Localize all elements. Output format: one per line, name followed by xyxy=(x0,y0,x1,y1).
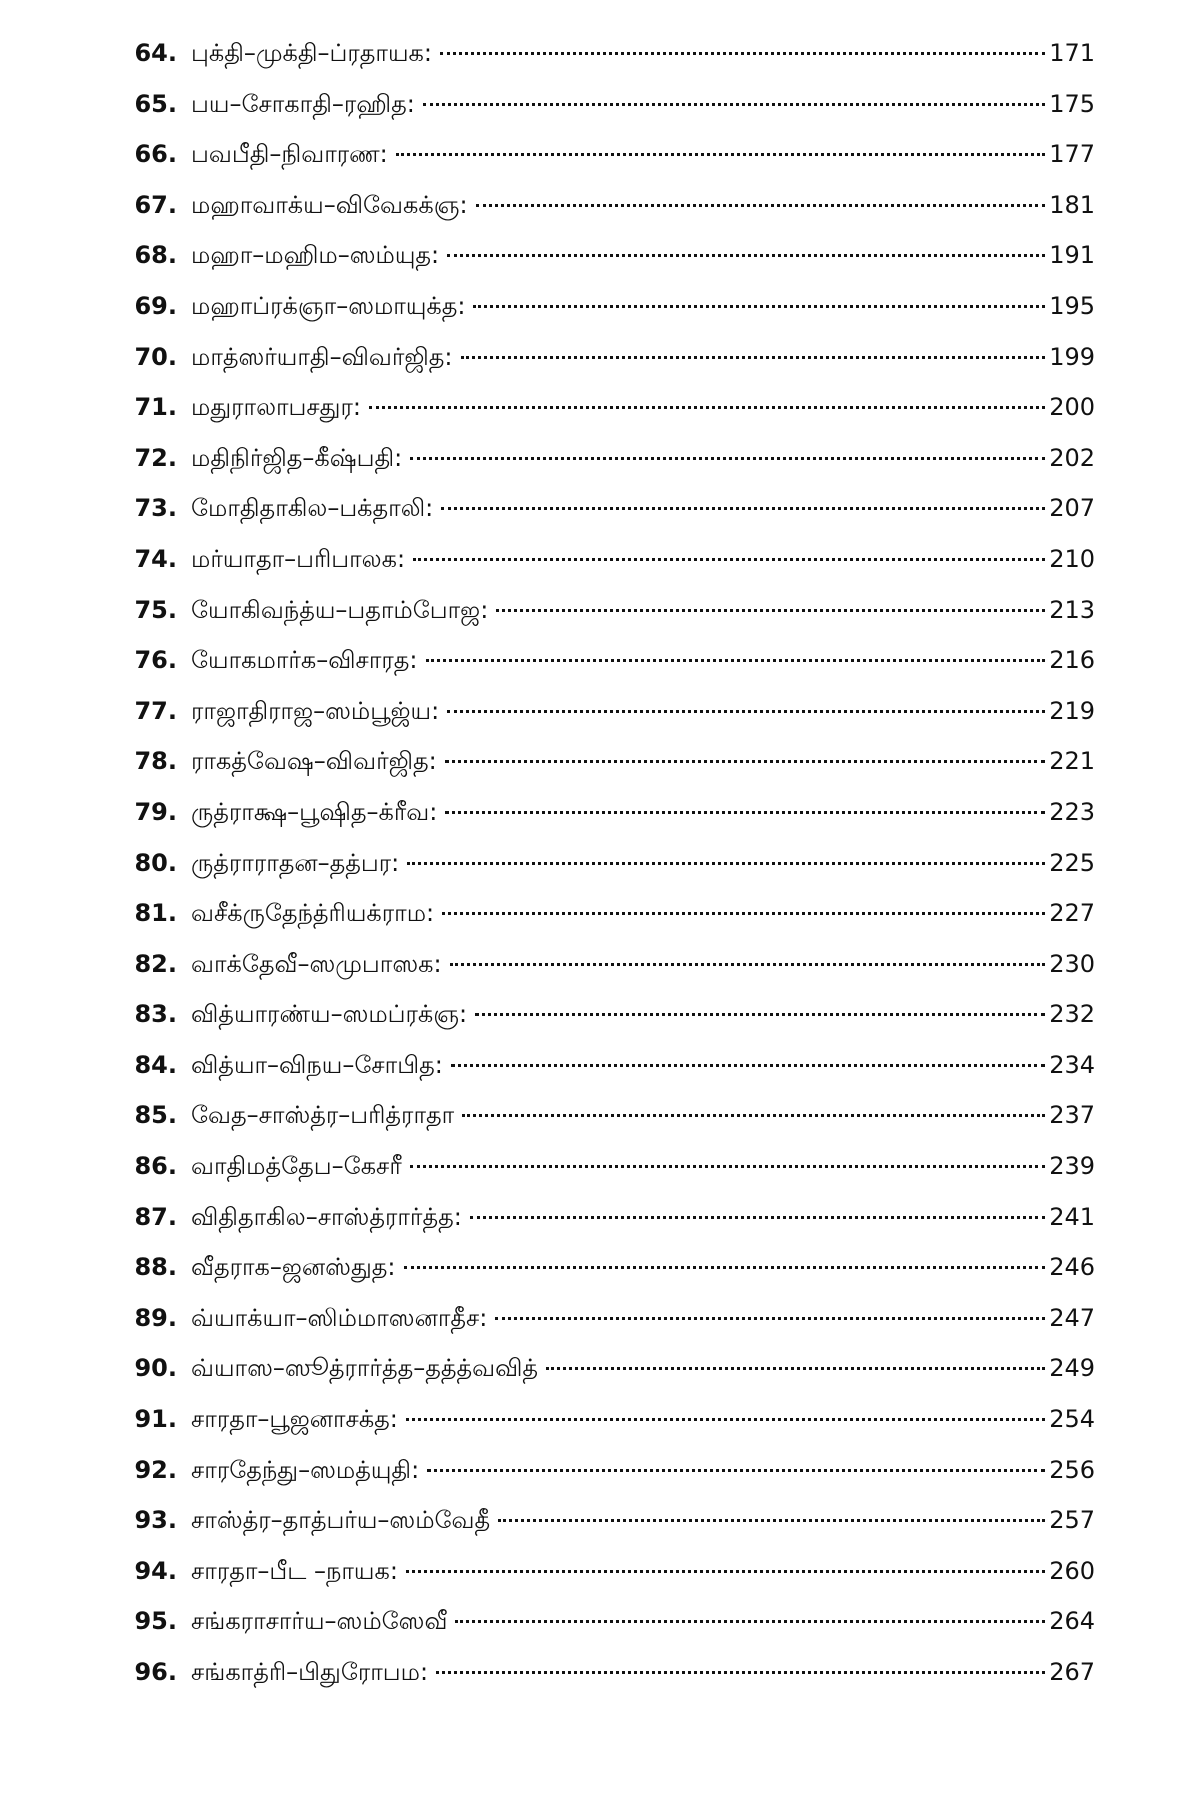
entry-number: 88. xyxy=(134,1253,177,1282)
entry-page-number: 239 xyxy=(1049,1152,1095,1181)
table-of-contents xyxy=(115,28,1095,1698)
toc-entry xyxy=(115,534,1095,585)
entry-page-number: 210 xyxy=(1049,544,1095,573)
toc-entry xyxy=(115,28,1095,79)
entry-number: 72. xyxy=(134,443,177,472)
entry-page-number: 223 xyxy=(1049,797,1095,826)
entry-title: மாத்ஸர்யாதி–விவர்ஜித: xyxy=(191,342,453,371)
toc-entry xyxy=(115,1141,1095,1192)
dot-leader xyxy=(396,153,1045,156)
dot-leader xyxy=(450,963,1045,966)
toc-entry xyxy=(115,281,1095,332)
entry-page-number: 175 xyxy=(1049,89,1095,118)
toc-entry xyxy=(115,1445,1095,1496)
entry-page-number: 237 xyxy=(1049,1101,1095,1130)
entry-number: 64. xyxy=(134,39,177,67)
entry-page-number: 181 xyxy=(1049,190,1095,219)
entry-number: 86. xyxy=(134,1152,177,1181)
entry-title: மஹாப்ரக்ஞா–ஸமாயுக்த: xyxy=(191,291,466,320)
dot-leader xyxy=(461,356,1045,359)
entry-page-number: 230 xyxy=(1049,949,1095,978)
entry-title: சங்காத்ரி–பிதுரோபம: xyxy=(191,1658,429,1686)
entry-page-number: 232 xyxy=(1049,1000,1095,1029)
entry-title: மஹாவாக்ய–விவேகக்ஞ: xyxy=(191,190,468,219)
entry-title: வாதிமத்தேப–கேசரீ xyxy=(191,1152,402,1181)
entry-page-number: 177 xyxy=(1049,140,1095,169)
toc-entry xyxy=(115,1647,1095,1698)
dot-leader xyxy=(445,760,1045,763)
entry-page-number: 249 xyxy=(1049,1354,1095,1383)
toc-entry xyxy=(115,838,1095,889)
entry-title: வாக்தேவீ–ஸமுபாஸக: xyxy=(191,949,442,978)
entry-title: வேத–சாஸ்த்ர–பரித்ராதா xyxy=(191,1101,455,1130)
dot-leader xyxy=(462,1114,1045,1117)
dot-leader xyxy=(406,1418,1045,1421)
entry-page-number: 264 xyxy=(1049,1607,1095,1636)
entry-page-number: 171 xyxy=(1049,39,1095,67)
entry-number: 85. xyxy=(134,1101,177,1130)
toc-entry xyxy=(115,180,1095,231)
dot-leader xyxy=(407,862,1045,865)
entry-number: 87. xyxy=(134,1202,177,1231)
entry-number: 83. xyxy=(134,1000,177,1029)
entry-title: புக்தி–முக்தி–ப்ரதாயக: xyxy=(191,39,432,67)
dot-leader xyxy=(410,1165,1045,1168)
entry-number: 73. xyxy=(134,494,177,523)
entry-page-number: 260 xyxy=(1049,1556,1095,1585)
entry-title: வசீக்ருதேந்த்ரியக்ராம: xyxy=(191,899,435,928)
dot-leader xyxy=(436,1671,1045,1674)
toc-entry xyxy=(115,1293,1095,1344)
entry-number: 78. xyxy=(134,747,177,776)
entry-title: மஹா–மஹிம–ஸம்யுத: xyxy=(191,241,440,270)
entry-title: மதுராலாபசதுர: xyxy=(191,393,361,422)
dot-leader xyxy=(498,1519,1045,1522)
entry-number: 68. xyxy=(134,241,177,270)
toc-entry xyxy=(115,1343,1095,1394)
entry-number: 96. xyxy=(134,1658,177,1686)
entry-page-number: 195 xyxy=(1049,291,1095,320)
entry-title: ருத்ராக்ஷ–பூஷித–க்ரீவ: xyxy=(191,797,438,826)
toc-entry xyxy=(115,787,1095,838)
entry-title: சங்கராசார்ய–ஸம்ஸேவீ xyxy=(191,1607,448,1636)
entry-number: 94. xyxy=(134,1556,177,1585)
dot-leader xyxy=(495,1317,1045,1320)
entry-number: 66. xyxy=(134,140,177,169)
entry-page-number: 216 xyxy=(1049,646,1095,675)
dot-leader xyxy=(413,558,1045,561)
entry-number: 93. xyxy=(134,1506,177,1535)
entry-title: ராகத்வேஷ–விவர்ஜித: xyxy=(191,747,437,776)
toc-entry xyxy=(115,332,1095,383)
entry-title: சாஸ்த்ர–தாத்பர்ய–ஸம்வேதீ xyxy=(191,1506,491,1535)
dot-leader xyxy=(455,1620,1045,1623)
entry-title: வித்யா–விநய–சோபித: xyxy=(191,1050,443,1079)
entry-title: பவபீதி–நிவாரண: xyxy=(191,140,388,169)
entry-number: 82. xyxy=(134,949,177,978)
entry-number: 74. xyxy=(134,544,177,573)
toc-entry xyxy=(115,686,1095,737)
entry-title: வ்யாஸ–ஸூத்ரார்த்த–தத்த்வவித் xyxy=(191,1354,539,1383)
toc-entry xyxy=(115,1242,1095,1293)
entry-page-number: 199 xyxy=(1049,342,1095,371)
dot-leader xyxy=(447,710,1045,713)
entry-page-number: 221 xyxy=(1049,747,1095,776)
entry-title: விதிதாகில–சாஸ்த்ரார்த்த: xyxy=(191,1202,462,1231)
toc-entry xyxy=(115,382,1095,433)
dot-leader xyxy=(473,305,1045,308)
entry-title: ராஜாதிராஜ–ஸம்பூஜ்ய: xyxy=(191,696,440,725)
entry-page-number: 219 xyxy=(1049,696,1095,725)
entry-number: 91. xyxy=(134,1405,177,1434)
toc-entry xyxy=(115,635,1095,686)
entry-page-number: 254 xyxy=(1049,1405,1095,1434)
entry-number: 80. xyxy=(134,848,177,877)
toc-entry xyxy=(115,483,1095,534)
entry-number: 81. xyxy=(134,899,177,928)
entry-title: வித்யாரண்ய–ஸமப்ரக்ஞ: xyxy=(191,1000,468,1029)
entry-number: 92. xyxy=(134,1455,177,1484)
toc-entry xyxy=(115,736,1095,787)
toc-entry xyxy=(115,230,1095,281)
entry-number: 69. xyxy=(134,291,177,320)
toc-entry xyxy=(115,129,1095,180)
entry-number: 70. xyxy=(134,342,177,371)
toc-entry xyxy=(115,1596,1095,1647)
toc-entry xyxy=(115,1090,1095,1141)
entry-page-number: 191 xyxy=(1049,241,1095,270)
entry-page-number: 256 xyxy=(1049,1455,1095,1484)
entry-number: 71. xyxy=(134,393,177,422)
toc-entry xyxy=(115,888,1095,939)
entry-number: 75. xyxy=(134,595,177,624)
entry-number: 84. xyxy=(134,1050,177,1079)
entry-number: 65. xyxy=(134,89,177,118)
entry-number: 79. xyxy=(134,797,177,826)
dot-leader xyxy=(442,912,1045,915)
dot-leader xyxy=(440,52,1045,55)
dot-leader xyxy=(410,457,1045,460)
entry-number: 67. xyxy=(134,190,177,219)
entry-title: வீதராக–ஜனஸ்துத: xyxy=(191,1253,396,1282)
toc-entry xyxy=(115,1192,1095,1243)
entry-page-number: 267 xyxy=(1049,1658,1095,1686)
dot-leader xyxy=(441,507,1045,510)
dot-leader xyxy=(451,1064,1045,1067)
dot-leader xyxy=(475,1013,1045,1016)
dot-leader xyxy=(404,1266,1046,1269)
entry-page-number: 225 xyxy=(1049,848,1095,877)
entry-title: சாரதா–பீட –நாயக: xyxy=(191,1556,398,1585)
dot-leader xyxy=(445,811,1045,814)
entry-number: 95. xyxy=(134,1607,177,1636)
dot-leader xyxy=(406,1570,1045,1573)
entry-title: சாரதா–பூஜனாசக்த: xyxy=(191,1405,398,1434)
entry-title: வ்யாக்யா–ஸிம்மாஸனாதீச: xyxy=(191,1303,488,1332)
toc-entry xyxy=(115,1495,1095,1546)
entry-page-number: 200 xyxy=(1049,393,1095,422)
toc-entry xyxy=(115,939,1095,990)
dot-leader xyxy=(447,254,1045,257)
entry-number: 90. xyxy=(134,1354,177,1383)
dot-leader xyxy=(470,1216,1045,1219)
entry-page-number: 241 xyxy=(1049,1202,1095,1231)
entry-number: 77. xyxy=(134,696,177,725)
toc-entry xyxy=(115,79,1095,130)
dot-leader xyxy=(426,659,1046,662)
dot-leader xyxy=(496,609,1045,612)
entry-page-number: 207 xyxy=(1049,494,1095,523)
toc-entry xyxy=(115,1040,1095,1091)
entry-page-number: 257 xyxy=(1049,1506,1095,1535)
entry-page-number: 247 xyxy=(1049,1303,1095,1332)
entry-title: யோகிவந்த்ய–பதாம்போஜ: xyxy=(191,595,489,624)
entry-title: ருத்ராராதன–தத்பர: xyxy=(191,848,400,877)
entry-title: சாரதேந்து–ஸமத்யுதி: xyxy=(191,1455,420,1484)
toc-entry xyxy=(115,433,1095,484)
entry-title: பய–சோகாதி–ரஹித: xyxy=(191,89,415,118)
dot-leader xyxy=(476,204,1045,207)
toc-entry xyxy=(115,989,1095,1040)
entry-number: 76. xyxy=(134,646,177,675)
entry-title: யோகமார்க–விசாரத: xyxy=(191,646,418,675)
entry-page-number: 227 xyxy=(1049,899,1095,928)
toc-entry xyxy=(115,1546,1095,1597)
entry-page-number: 213 xyxy=(1049,595,1095,624)
entry-title: மோதிதாகில–பக்தாலி: xyxy=(191,494,434,523)
toc-entry xyxy=(115,585,1095,636)
toc-entry xyxy=(115,1394,1095,1445)
dot-leader xyxy=(423,103,1045,106)
entry-page-number: 246 xyxy=(1049,1253,1095,1282)
dot-leader xyxy=(546,1367,1045,1370)
dot-leader xyxy=(427,1469,1045,1472)
entry-number: 89. xyxy=(134,1303,177,1332)
entry-page-number: 234 xyxy=(1049,1050,1095,1079)
entry-title: மர்யாதா–பரிபாலக: xyxy=(191,544,406,573)
dot-leader xyxy=(369,406,1045,409)
entry-page-number: 202 xyxy=(1049,443,1095,472)
entry-title: மதிநிர்ஜித–கீஷ்பதி: xyxy=(191,443,403,472)
